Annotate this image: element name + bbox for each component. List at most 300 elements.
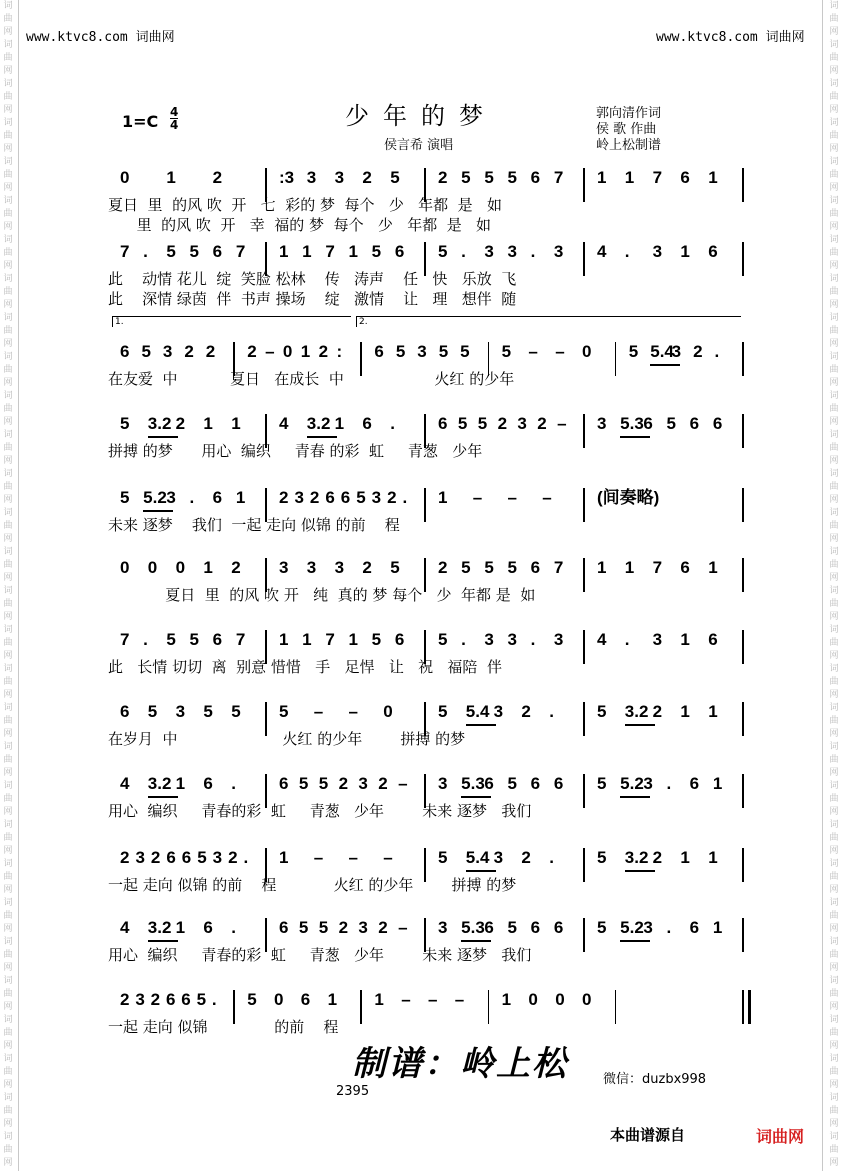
note: 3 bbox=[358, 774, 368, 793]
note: 6 bbox=[643, 414, 653, 433]
key-signature: 1=C bbox=[122, 112, 159, 131]
score-row bbox=[108, 916, 744, 946]
note: 0 bbox=[383, 702, 393, 721]
note: 7 bbox=[553, 168, 564, 187]
note: 2 bbox=[247, 342, 257, 361]
note: – bbox=[313, 848, 324, 867]
note: 5 bbox=[189, 630, 199, 649]
note: 1 bbox=[708, 702, 718, 721]
note: . bbox=[549, 848, 554, 867]
note: 4 bbox=[120, 918, 130, 937]
note: 6 bbox=[530, 918, 541, 937]
note: 2 bbox=[150, 990, 161, 1009]
note: 3.2 bbox=[306, 414, 331, 433]
note: 2 bbox=[120, 848, 130, 867]
beam-underline bbox=[143, 510, 173, 512]
note: 1 bbox=[175, 774, 186, 793]
note: 5 bbox=[390, 558, 400, 577]
note: 3 bbox=[438, 774, 448, 793]
note: . bbox=[402, 488, 408, 507]
note: 5 bbox=[147, 702, 158, 721]
note: 5 bbox=[371, 242, 382, 261]
note: 2 bbox=[279, 488, 289, 507]
note: 1 bbox=[348, 630, 358, 649]
note: 2 bbox=[652, 848, 663, 867]
note: 3 bbox=[175, 702, 186, 721]
note: – bbox=[428, 990, 438, 1009]
note: 5 bbox=[318, 774, 329, 793]
note: 5 bbox=[231, 702, 241, 721]
note: – bbox=[472, 488, 483, 507]
note: 3 bbox=[484, 242, 494, 261]
score-row bbox=[108, 628, 744, 658]
note: 6 bbox=[120, 342, 130, 361]
note: 6 bbox=[300, 990, 311, 1009]
note: 5 bbox=[457, 414, 468, 433]
note: 5 bbox=[666, 414, 676, 433]
lyric-line: 用心 编织 青春的彩 虹 青葱 少年 未来 逐梦 我们 bbox=[108, 802, 532, 820]
beam-underline bbox=[625, 870, 655, 872]
note: 5 bbox=[484, 168, 494, 187]
note: 3.2 bbox=[147, 918, 172, 937]
note: 1 bbox=[708, 848, 718, 867]
note: 2 bbox=[537, 414, 547, 433]
note: . bbox=[461, 242, 466, 261]
note: 6 bbox=[212, 242, 223, 261]
note: 6 bbox=[689, 918, 700, 937]
note: 5 bbox=[438, 702, 448, 721]
note: 6 bbox=[530, 168, 541, 187]
note: . bbox=[666, 774, 672, 793]
header-url-right[interactable]: www.ktvc8.com 词曲网 bbox=[656, 30, 805, 45]
beam-underline bbox=[620, 796, 650, 798]
note: 5 bbox=[298, 918, 309, 937]
note: 6 bbox=[712, 414, 723, 433]
note: 5 bbox=[507, 918, 517, 937]
note: . bbox=[624, 630, 630, 649]
note: 7 bbox=[325, 630, 335, 649]
note: 6 bbox=[708, 242, 718, 261]
score-row bbox=[108, 240, 744, 270]
note: 1 bbox=[300, 342, 311, 361]
note: 6 bbox=[181, 990, 191, 1009]
note: 6 bbox=[484, 774, 494, 793]
note: 3 bbox=[334, 168, 345, 187]
note: 6 bbox=[689, 774, 700, 793]
note: . bbox=[530, 630, 536, 649]
lyric-line: 用心 编织 青春的彩 虹 青葱 少年 未来 逐梦 我们 bbox=[108, 946, 532, 964]
score-row bbox=[108, 988, 744, 1018]
note: 5 bbox=[189, 242, 199, 261]
note: 3 bbox=[212, 848, 223, 867]
note: – bbox=[507, 488, 517, 507]
lyric-line: 拼搏 的梦 用心 编织 青春 的彩 虹 青葱 少年 bbox=[108, 442, 483, 460]
note: 5 bbox=[597, 848, 607, 867]
note: 5.3 bbox=[620, 414, 644, 433]
note: 1 bbox=[334, 414, 345, 433]
note: 3 bbox=[517, 414, 527, 433]
lyric-line-second-verse: 里 的风 吹 开 幸 福的 梦 每个 少 年都 是 如 bbox=[108, 216, 492, 234]
note: 3.2 bbox=[147, 774, 172, 793]
note: 0 bbox=[582, 342, 592, 361]
note: 6 bbox=[325, 488, 335, 507]
note: – bbox=[454, 990, 465, 1009]
note: 6 bbox=[680, 558, 690, 577]
note: 5 bbox=[120, 488, 130, 507]
note: 7 bbox=[120, 242, 130, 261]
note: 3.2 bbox=[624, 702, 649, 721]
note: 5 bbox=[196, 990, 207, 1009]
note: 2 bbox=[378, 774, 388, 793]
note: 7 bbox=[235, 242, 246, 261]
note: 5 bbox=[298, 774, 309, 793]
note: : bbox=[336, 342, 343, 361]
note: 5 bbox=[628, 342, 639, 361]
note: 1 bbox=[166, 168, 176, 187]
lyric-line: 一起 走向 似锦 的前 程 bbox=[108, 1018, 339, 1036]
note: 6 bbox=[680, 168, 690, 187]
note: 3 bbox=[294, 488, 304, 507]
note: . bbox=[189, 488, 195, 507]
note: 3 bbox=[507, 630, 517, 649]
note: 3 bbox=[652, 630, 663, 649]
note: 0 bbox=[147, 558, 158, 577]
signature: 制谱：岭上松 bbox=[352, 1044, 568, 1084]
note: 5 bbox=[477, 414, 488, 433]
note: 6 bbox=[165, 990, 176, 1009]
note: – bbox=[555, 342, 565, 361]
note: . bbox=[530, 242, 536, 261]
note: 6 bbox=[212, 630, 223, 649]
note: 3.2 bbox=[147, 414, 172, 433]
note: 1 bbox=[680, 630, 690, 649]
score-number: 2395 bbox=[336, 1084, 370, 1099]
note: . bbox=[143, 242, 148, 261]
note: 4 bbox=[597, 630, 607, 649]
note: 1 bbox=[597, 558, 607, 577]
beam-underline bbox=[625, 724, 655, 726]
note: 5.3 bbox=[461, 918, 485, 937]
note: 3 bbox=[334, 558, 345, 577]
note: 3 bbox=[371, 488, 382, 507]
lyric-line: 在岁月 中 火红 的少年 拼搏 的梦 bbox=[108, 730, 466, 748]
note: 5 bbox=[166, 242, 176, 261]
note: 5 bbox=[356, 488, 366, 507]
lyric-line: 一起 走向 似锦 的前 程 火红 的少年 拼搏 的梦 bbox=[108, 876, 517, 894]
note: 5 bbox=[484, 558, 494, 577]
note: 7 bbox=[652, 558, 663, 577]
note: – bbox=[348, 702, 358, 721]
note: 1 bbox=[708, 168, 718, 187]
beam-underline bbox=[148, 940, 178, 942]
note: 5.3 bbox=[461, 774, 485, 793]
note: – bbox=[265, 342, 275, 361]
second-ending-bracket: 2. bbox=[356, 316, 741, 327]
note: 5 bbox=[395, 342, 406, 361]
note: 1 bbox=[203, 558, 213, 577]
note: 2 bbox=[184, 342, 194, 361]
note: 2 bbox=[228, 848, 238, 867]
note: 3 bbox=[553, 630, 564, 649]
note: – bbox=[398, 774, 408, 793]
note: 1 bbox=[680, 702, 690, 721]
note: 2 bbox=[521, 848, 531, 867]
note: 2 bbox=[693, 342, 703, 361]
note: 2 bbox=[652, 702, 663, 721]
note: 6 bbox=[212, 488, 223, 507]
note: 2 bbox=[438, 168, 448, 187]
note: (间奏略) bbox=[597, 488, 660, 507]
score-row bbox=[108, 486, 744, 516]
note: 2 bbox=[362, 558, 372, 577]
note: 1 bbox=[624, 558, 635, 577]
note: 5.2 bbox=[620, 774, 644, 793]
note: 1 bbox=[279, 848, 289, 867]
note: 2 bbox=[175, 414, 186, 433]
note: 4 bbox=[279, 414, 289, 433]
note: 6 bbox=[689, 414, 700, 433]
note: 2 bbox=[387, 488, 397, 507]
note: 1 bbox=[302, 630, 312, 649]
note: 5 bbox=[507, 774, 517, 793]
note: 5 bbox=[279, 702, 289, 721]
note: 3 bbox=[597, 414, 607, 433]
note: – bbox=[557, 414, 567, 433]
beam-underline bbox=[620, 436, 650, 438]
note: 5 bbox=[597, 774, 607, 793]
beam-underline bbox=[466, 870, 496, 872]
note: 2 bbox=[231, 558, 241, 577]
note: 5 bbox=[501, 342, 512, 361]
note: 6 bbox=[279, 774, 289, 793]
note: – bbox=[398, 918, 408, 937]
note: . bbox=[461, 630, 466, 649]
note: 3 bbox=[135, 848, 145, 867]
note: . bbox=[243, 848, 249, 867]
note: 3 bbox=[166, 488, 176, 507]
note: 3 bbox=[162, 342, 173, 361]
note: 7 bbox=[325, 242, 335, 261]
note: 5 bbox=[120, 414, 130, 433]
note: 5.2 bbox=[620, 918, 644, 937]
side-watermark-left: 词曲网词曲网词曲网词曲网词曲网词曲网词曲网词曲网词曲网词曲网词曲网词曲网词曲网词曲网词曲网词曲网词曲网词曲网词曲网词曲网词曲网词曲网词曲网词曲网词曲网词曲网词曲网词曲网词曲网词曲网 bbox=[3, 1, 13, 1168]
note: 0 bbox=[282, 342, 293, 361]
note: 3 bbox=[493, 702, 504, 721]
note: 0 bbox=[175, 558, 186, 577]
note: – bbox=[313, 702, 324, 721]
lyric-line: 夏日 里 的风 吹 开 七 彩的 梦 每个 少 年都 是 如 bbox=[108, 196, 502, 214]
lyric-line: 夏日 里 的风 吹 开 纯 真的 梦 每个 少 年都 是 如 bbox=[108, 586, 536, 604]
note: 1 bbox=[327, 990, 338, 1009]
note: 1 bbox=[235, 488, 246, 507]
note: 3 bbox=[643, 918, 653, 937]
score-row bbox=[108, 556, 744, 586]
header-url-left[interactable]: www.ktvc8.com 词曲网 bbox=[26, 30, 175, 45]
note: 3 bbox=[553, 242, 564, 261]
lyric-line: 此 长情 切切 离 别意 惜惜 手 足悍 让 祝 福陪 伴 bbox=[108, 658, 502, 676]
note: . bbox=[549, 702, 554, 721]
note: 6 bbox=[374, 342, 384, 361]
note: 7 bbox=[652, 168, 663, 187]
note: 2 bbox=[438, 558, 448, 577]
note: 3 bbox=[135, 990, 145, 1009]
note: 1 bbox=[712, 918, 723, 937]
note: 2 bbox=[378, 918, 388, 937]
note: 5 bbox=[390, 168, 400, 187]
score-row bbox=[108, 340, 744, 370]
note: 2 bbox=[521, 702, 531, 721]
beam-underline bbox=[148, 436, 178, 438]
score-row bbox=[108, 412, 744, 442]
note: 1 bbox=[712, 774, 723, 793]
note: 5.4 bbox=[650, 342, 674, 361]
note: 6 bbox=[362, 414, 372, 433]
score-row bbox=[108, 700, 744, 730]
note: 2 bbox=[497, 414, 508, 433]
note: 5 bbox=[597, 918, 607, 937]
note: 1 bbox=[279, 242, 289, 261]
note: 2 bbox=[338, 918, 349, 937]
beam-underline bbox=[620, 940, 650, 942]
arranger: 岭上松制谱 bbox=[596, 138, 662, 153]
beam-underline bbox=[461, 796, 491, 798]
note: 2 bbox=[309, 488, 320, 507]
note: 3 bbox=[306, 558, 317, 577]
note: . bbox=[231, 774, 236, 793]
note: 5.4 bbox=[465, 702, 490, 721]
note: 5 bbox=[438, 342, 449, 361]
note: – bbox=[542, 488, 552, 507]
note: 5 bbox=[141, 342, 151, 361]
note: – bbox=[348, 848, 358, 867]
note: 1 bbox=[203, 414, 213, 433]
note: 5 bbox=[438, 630, 448, 649]
note: – bbox=[383, 848, 393, 867]
note: 4 bbox=[120, 774, 130, 793]
note: 2 bbox=[212, 168, 223, 187]
note: 2 bbox=[318, 342, 329, 361]
note: 0 bbox=[120, 558, 130, 577]
note: 5 bbox=[203, 702, 213, 721]
note: 1 bbox=[438, 488, 448, 507]
score-row bbox=[108, 166, 744, 196]
note: 3 bbox=[493, 848, 504, 867]
note: 5 bbox=[461, 558, 471, 577]
beam-underline bbox=[466, 724, 496, 726]
note: – bbox=[401, 990, 411, 1009]
note: 5 bbox=[461, 168, 471, 187]
note: 5.2 bbox=[143, 488, 167, 507]
score-row bbox=[108, 772, 744, 802]
note: – bbox=[528, 342, 538, 361]
note: 5 bbox=[197, 848, 207, 867]
note: 1 bbox=[597, 168, 607, 187]
note: 3 bbox=[438, 918, 448, 937]
note: 7 bbox=[235, 630, 246, 649]
note: 5 bbox=[318, 918, 329, 937]
note: 1 bbox=[279, 630, 289, 649]
note: 1 bbox=[624, 168, 635, 187]
note: 2 bbox=[150, 848, 161, 867]
note: 5 bbox=[507, 558, 517, 577]
note: 3 bbox=[417, 342, 427, 361]
note: 6 bbox=[438, 414, 448, 433]
note: 6 bbox=[484, 918, 494, 937]
beam-underline bbox=[307, 436, 337, 438]
note: 6 bbox=[530, 774, 541, 793]
note: 3 bbox=[358, 918, 368, 937]
note: 0 bbox=[555, 990, 565, 1009]
side-watermark-right: 词曲网词曲网词曲网词曲网词曲网词曲网词曲网词曲网词曲网词曲网词曲网词曲网词曲网词曲网词曲网词曲网词曲网词曲网词曲网词曲网词曲网词曲网词曲网词曲网词曲网词曲网词曲网词曲网词曲网词曲网 bbox=[829, 1, 839, 1168]
note: 3 bbox=[652, 242, 663, 261]
time-top: 4 bbox=[170, 105, 179, 119]
beam-underline bbox=[461, 940, 491, 942]
first-ending-bracket: 1. bbox=[112, 316, 351, 327]
note: 7 bbox=[553, 558, 564, 577]
note: 6 bbox=[708, 630, 718, 649]
note: 3.2 bbox=[624, 848, 649, 867]
note: 2 bbox=[338, 774, 349, 793]
note: 6 bbox=[394, 242, 405, 261]
note: 1 bbox=[348, 242, 358, 261]
note: 6 bbox=[279, 918, 289, 937]
note: 5 bbox=[460, 342, 470, 361]
note: 1 bbox=[680, 242, 690, 261]
note: . bbox=[624, 242, 630, 261]
note: 3 bbox=[484, 630, 494, 649]
note: 0 bbox=[528, 990, 538, 1009]
lyric-line: 未来 逐梦 我们 一起 走向 似锦 的前 程 bbox=[108, 516, 400, 534]
note: 1 bbox=[501, 990, 512, 1009]
note: 0 bbox=[582, 990, 592, 1009]
song-title: 少年的梦 bbox=[345, 102, 497, 130]
note: 1 bbox=[708, 558, 718, 577]
note: 2 bbox=[205, 342, 216, 361]
right-margin-line bbox=[822, 0, 823, 1171]
note: 3 bbox=[306, 168, 317, 187]
lyricist: 郭向清作词 bbox=[596, 106, 662, 121]
lyric-line: 此 动情 花儿 绽 笑脸 松林 传 涛声 任 快 乐放 飞 bbox=[108, 270, 517, 288]
note: 6 bbox=[166, 848, 176, 867]
note: 5 bbox=[438, 848, 448, 867]
source-site-link[interactable]: 词曲网 bbox=[756, 1127, 805, 1146]
note: 3 bbox=[507, 242, 517, 261]
beam-underline bbox=[650, 364, 680, 366]
note: 2 bbox=[362, 168, 372, 187]
source-label: 本曲谱源自 bbox=[610, 1126, 686, 1144]
note: . bbox=[231, 918, 236, 937]
note: . bbox=[211, 990, 217, 1009]
note: 4 bbox=[597, 242, 607, 261]
note: 1 bbox=[302, 242, 312, 261]
note: 5 bbox=[507, 168, 517, 187]
composer: 侯 歌 作曲 bbox=[596, 122, 657, 137]
note: 6 bbox=[120, 702, 130, 721]
note: 0 bbox=[120, 168, 130, 187]
lyric-line: 在友爱 中 夏日 在成长 中 火红 的少年 bbox=[108, 370, 515, 388]
note: 0 bbox=[274, 990, 284, 1009]
note: 1 bbox=[175, 918, 186, 937]
note: 3 bbox=[279, 558, 289, 577]
note: 6 bbox=[181, 848, 192, 867]
note: 6 bbox=[530, 558, 541, 577]
note: 5 bbox=[438, 242, 448, 261]
score-row bbox=[108, 846, 744, 876]
note: 1 bbox=[374, 990, 384, 1009]
note: 5 bbox=[597, 702, 607, 721]
note: . bbox=[390, 414, 395, 433]
note: 1 bbox=[680, 848, 690, 867]
